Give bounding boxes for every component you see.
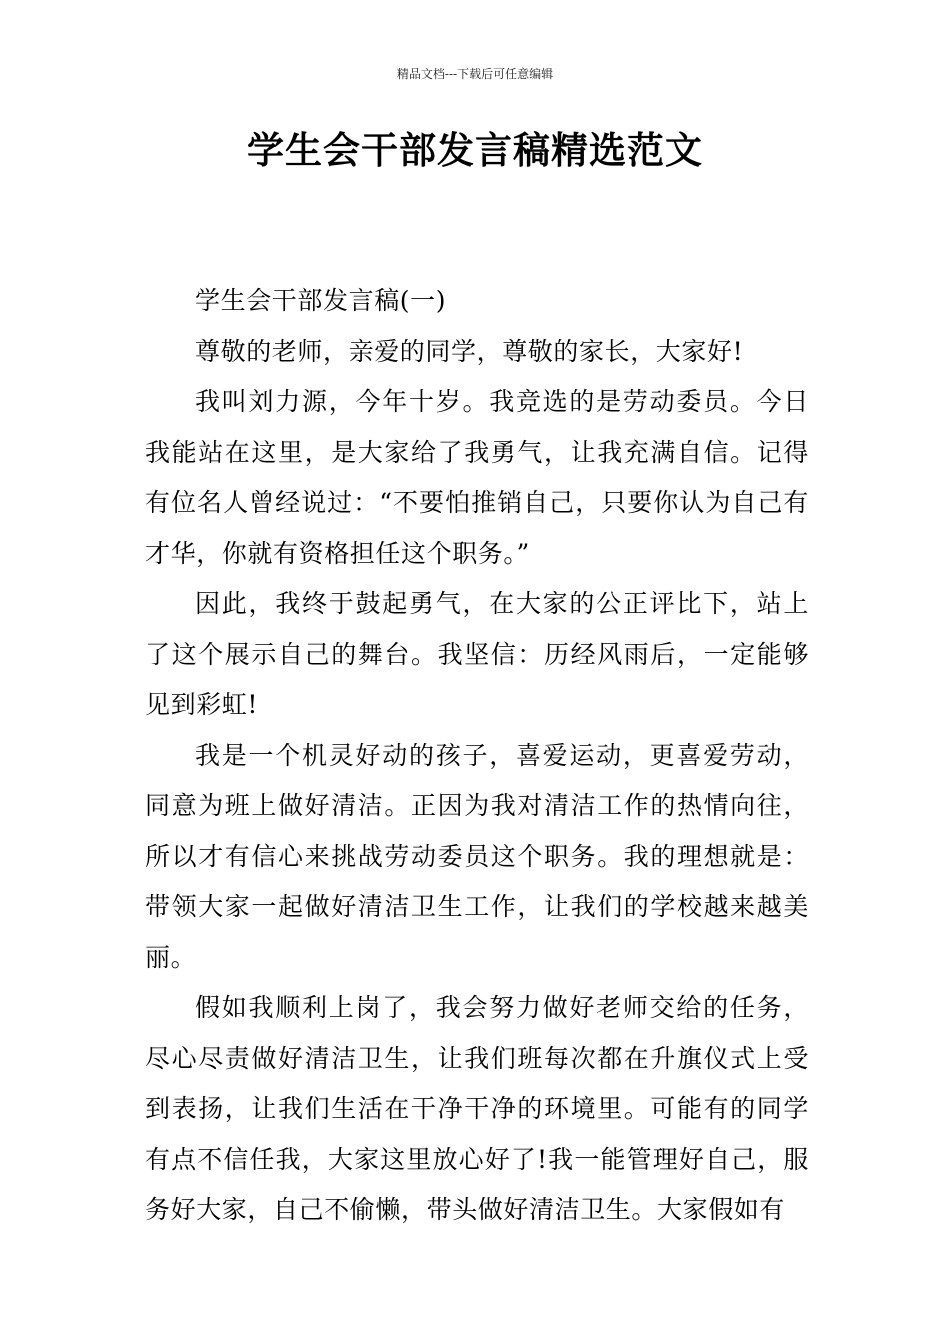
document-body (145, 276, 809, 1236)
paragraph-greeting: 尊敬的老师，亲爱的同学，尊敬的家长，大家好! (195, 336, 744, 366)
header-note: 精品文档---下载后可任意编辑 (396, 67, 554, 81)
paragraph: 我是一个机灵好动的孩子，喜爱运动，更喜爱劳动，同意为班上做好清洁。正因为我对清洁工作的热情向往，所以才有信心来挑战劳动委员这个职务。我的理想就是：带领大家一起做好清洁卫生工作，让我们的学校越来越美丽。 (145, 740, 809, 972)
paragraph: 假如我顺利上岗了，我会努力做好老师交给的任务，尽心尽责做好清洁卫生，让我们班每次都在升旗仪式上受到表扬，让我们生活在干净干净的环境里。可能有的同学有点不信任我，大家这里放心好了!我一能管理好自己，服务好大家，自己不偷懒，带头做好清洁卫生。大家假如有 (145, 993, 809, 1224)
paragraph: 因此，我终于鼓起勇气，在大家的公正评比下，站上了这个展示自己的舞台。我坚信：历经风雨后，一定能够见到彩虹! (145, 589, 809, 719)
paragraph: 我叫刘力源，今年十岁。我竞选的是劳动委员。今日我能站在这里，是大家给了我勇气，让我充满自信。记得有位名人曾经说过：“不要怕推销自己，只要你认为自己有才华，你就有资格担任这个职务。” (145, 387, 809, 568)
document-title: 学生会干部发言稿精选范文 (247, 129, 703, 172)
paragraph-subtitle: 学生会干部发言稿(一) (195, 286, 447, 315)
